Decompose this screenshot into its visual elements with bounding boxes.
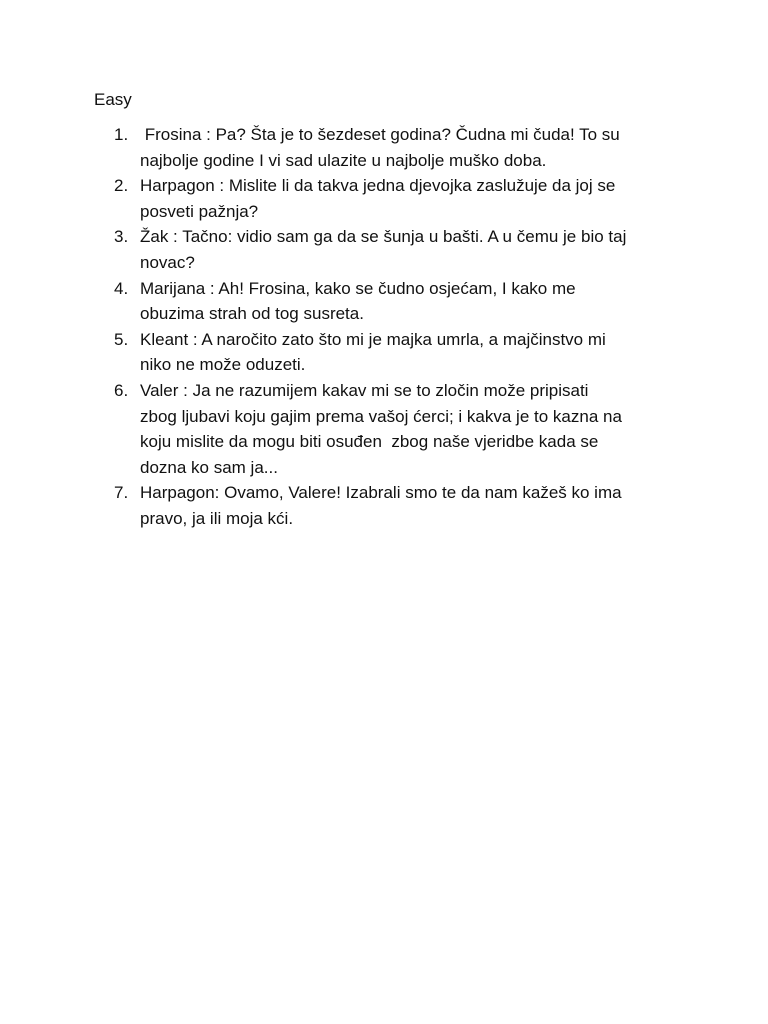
list-item xyxy=(0,173,768,224)
list-item-line: Žak : Tačno: vidio sam ga da se šunja u bašti. A u čemu je bio taj xyxy=(140,227,627,247)
list-item xyxy=(0,327,768,378)
list-item-line: Marijana : Ah! Frosina, kako se čudno osjećam, I kako me xyxy=(140,278,576,298)
list-item-line: obuzima strah od tog susreta. xyxy=(140,304,364,324)
list-item-line: Valer : Ja ne razumijem kakav mi se to zločin može pripisati xyxy=(140,380,589,400)
list-item-line: zbog ljubavi koju gajim prema vašoj ćerci; i kakva je to kazna na xyxy=(140,406,622,426)
list-item xyxy=(0,378,768,480)
list-item xyxy=(0,122,768,173)
document-heading: Easy xyxy=(94,90,132,109)
list-item-line: niko ne može oduzeti. xyxy=(140,355,306,375)
list-item-line: dozna ko sam ja... xyxy=(140,457,278,477)
list-item-number: 5. xyxy=(114,329,129,349)
list-item xyxy=(0,224,768,275)
list-item-line: Frosina : Pa? Šta je to šezdeset godina? Čudna mi čuda! To su xyxy=(140,125,620,144)
list-item-number: 1. xyxy=(114,125,129,144)
list-item xyxy=(0,480,768,531)
list-item-number: 3. xyxy=(114,227,129,247)
list-item-line: koju mislite da mogu biti osuđen zbog naše vjeridbe kada se xyxy=(140,432,599,452)
list-item-line: najbolje godine I vi sad ulazite u najbolje muško doba. xyxy=(140,150,547,170)
list-item-line: Harpagon : Mislite li da takva jedna djevojka zaslužuje da joj se xyxy=(140,176,616,196)
list-item-line: Kleant : A naročito zato što mi je majka umrla, a majčinstvo mi xyxy=(140,329,606,349)
list-item-line: Harpagon: Ovamo, Valere! Izabrali smo te da nam kažeš ko ima xyxy=(140,483,622,503)
list-item-number: 6. xyxy=(114,380,129,400)
list-item-number: 4. xyxy=(114,278,129,298)
list-item-line: posveti pažnja? xyxy=(140,201,259,221)
numbered-list xyxy=(0,122,768,532)
list-item-number: 2. xyxy=(114,176,129,196)
list-item xyxy=(0,276,768,327)
list-item-number: 7. xyxy=(114,483,129,503)
list-item-line: pravo, ja ili moja kći. xyxy=(140,508,294,528)
list-item-line: novac? xyxy=(140,252,195,272)
